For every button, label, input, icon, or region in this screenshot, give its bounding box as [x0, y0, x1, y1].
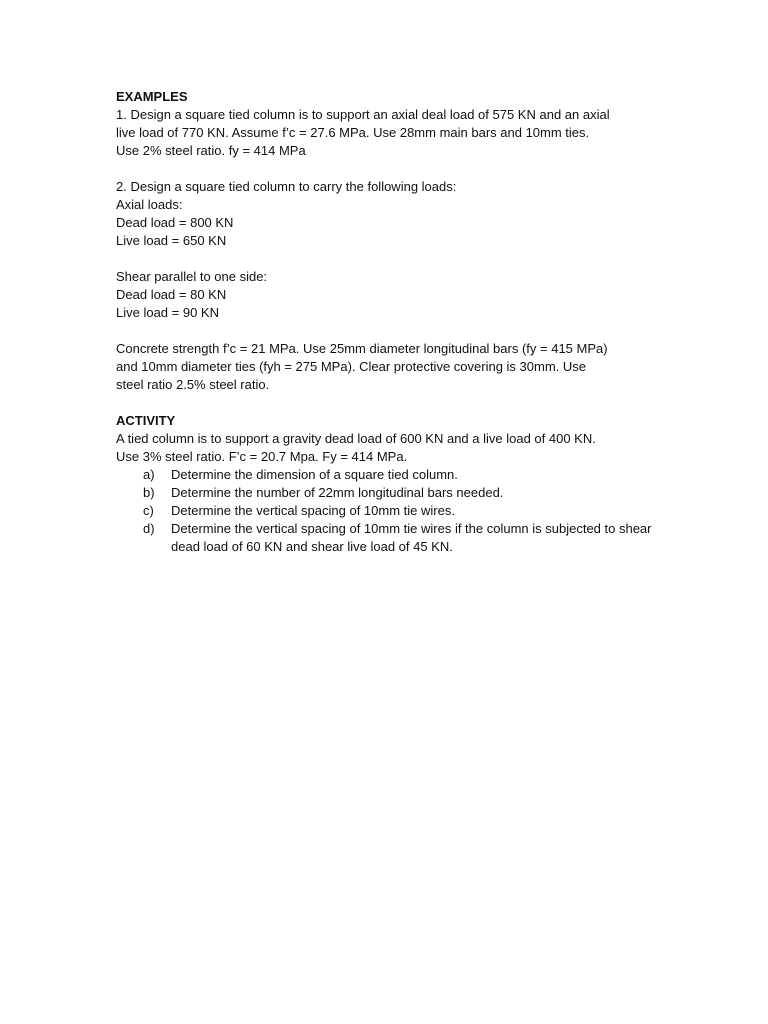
list-item-text: Determine the dimension of a square tied column. — [171, 467, 458, 482]
shear-label: Shear parallel to one side: — [116, 269, 268, 284]
document-content — [116, 88, 661, 556]
list-item-text: Determine the vertical spacing of 10mm tie wires. — [171, 503, 455, 518]
shear-live-load: Live load = 90 KN — [116, 305, 219, 320]
spacer — [116, 322, 661, 340]
axial-loads-label: Axial loads: — [116, 197, 183, 212]
spacer — [116, 394, 661, 412]
examples-heading: EXAMPLES — [116, 89, 188, 104]
activity-heading: ACTIVITY — [116, 413, 176, 428]
concrete-line-3: steel ratio 2.5% steel ratio. — [116, 377, 270, 392]
example-1-line-1: 1. Design a square tied column is to support an axial deal load of 575 KN and an axial — [116, 107, 610, 122]
list-item — [116, 466, 661, 484]
list-marker: d) — [143, 521, 155, 536]
list-marker: c) — [143, 503, 154, 518]
list-item — [116, 520, 661, 556]
list-item-text: Determine the vertical spacing of 10mm tie wires if the column is subjected to shear dead load of 60 KN and shear live load of 45 KN. — [171, 521, 652, 554]
spacer — [116, 160, 661, 178]
example-2-intro: 2. Design a square tied column to carry the following loads: — [116, 179, 457, 194]
concrete-line-1: Concrete strength f’c = 21 MPa. Use 25mm diameter longitudinal bars (fy = 415 MPa) — [116, 341, 608, 356]
list-item-text: Determine the number of 22mm longitudinal bars needed. — [171, 485, 504, 500]
concrete-line-2: and 10mm diameter ties (fyh = 275 MPa). Clear protective covering is 30mm. Use — [116, 359, 586, 374]
shear-dead-load: Dead load = 80 KN — [116, 287, 227, 302]
list-item — [116, 484, 661, 502]
spacer — [116, 250, 661, 268]
axial-dead-load: Dead load = 800 KN — [116, 215, 234, 230]
example-1-line-2: live load of 770 KN. Assume f’c = 27.6 MPa. Use 28mm main bars and 10mm ties. — [116, 125, 590, 140]
list-item — [116, 502, 661, 520]
activity-intro-line-1: A tied column is to support a gravity dead load of 600 KN and a live load of 400 KN. — [116, 431, 596, 446]
axial-live-load: Live load = 650 KN — [116, 233, 227, 248]
activity-list — [116, 466, 661, 556]
activity-intro-line-2: Use 3% steel ratio. F’c = 20.7 Mpa. Fy = 414 MPa. — [116, 449, 408, 464]
list-marker: a) — [143, 467, 155, 482]
list-marker: b) — [143, 485, 155, 500]
example-1-line-3: Use 2% steel ratio. fy = 414 MPa — [116, 143, 306, 158]
